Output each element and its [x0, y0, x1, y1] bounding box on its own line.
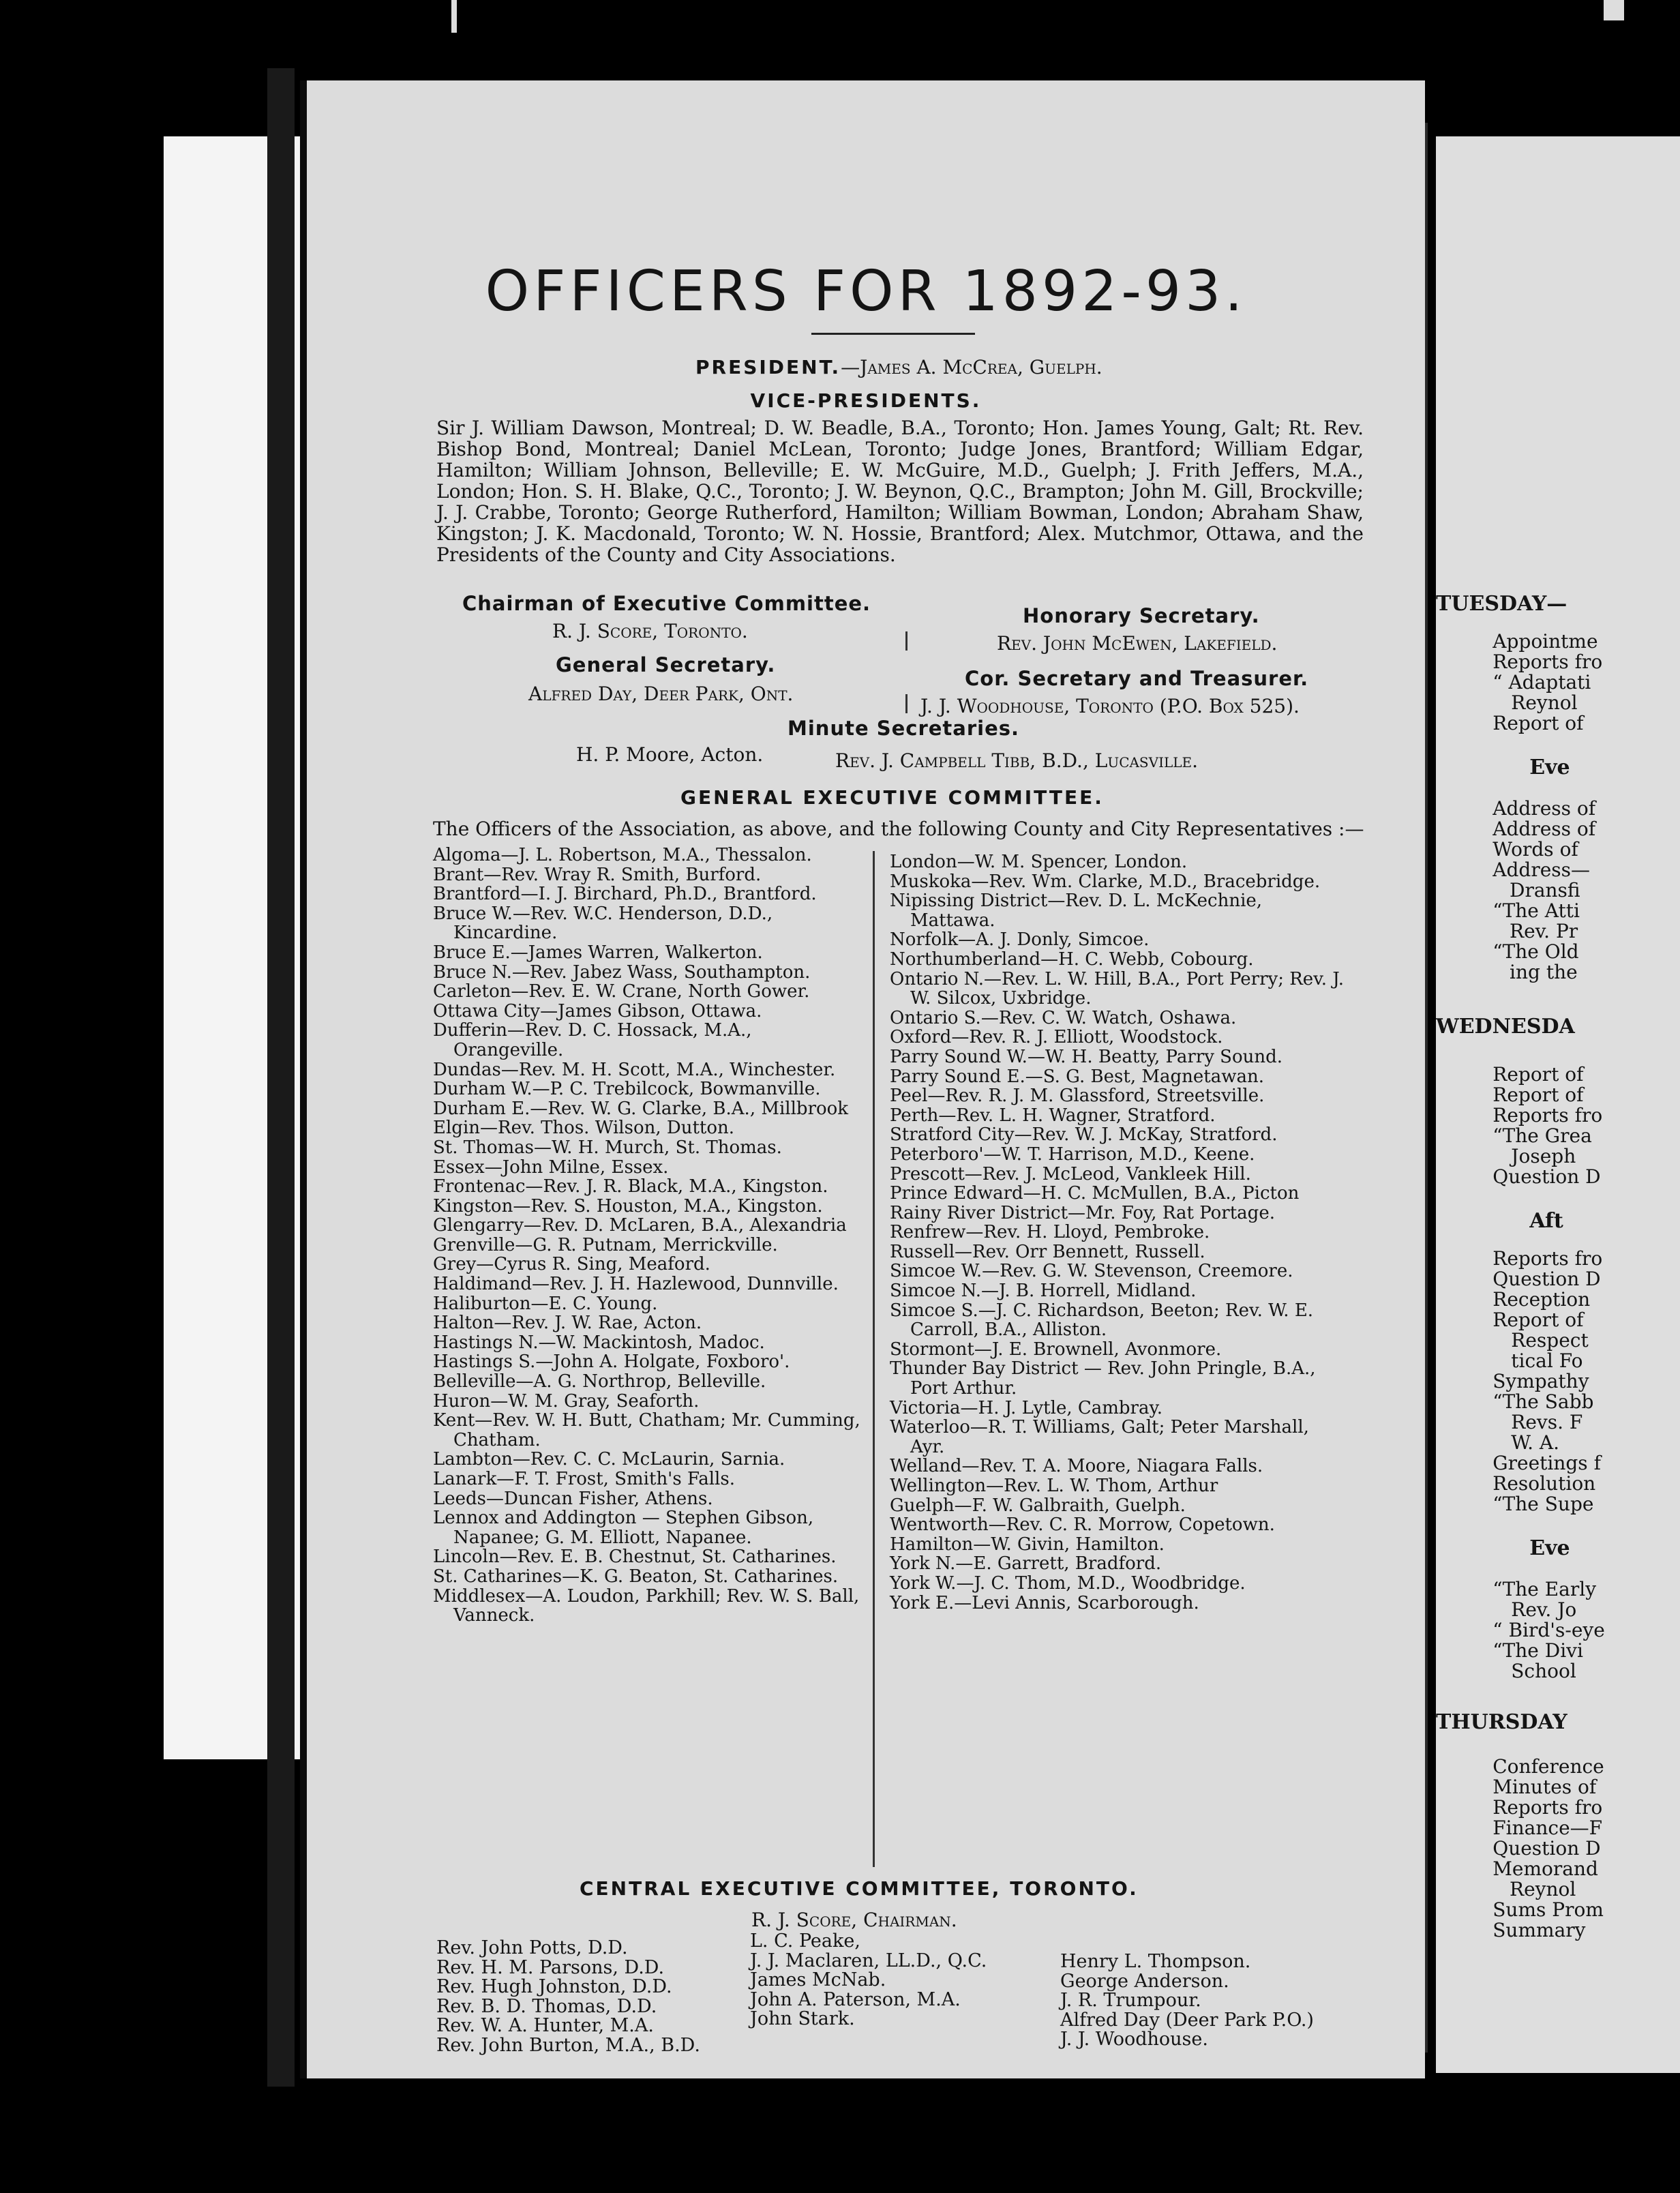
central-member: J. R. Trumpour.: [1060, 1990, 1201, 2012]
president-line: [695, 357, 1102, 378]
general-secretary-label: General Secretary.: [556, 653, 776, 676]
facing-page-line: Joseph: [1511, 1145, 1576, 1167]
committee-entry: Brant—Rev. Wray R. Smith, Burford.: [433, 864, 762, 885]
chairman-label: Chairman of Executive Committee.: [462, 592, 871, 615]
committee-entry: Stratford City—Rev. W. J. McKay, Stratford.: [890, 1124, 1278, 1146]
facing-page-line: Address—: [1492, 859, 1591, 881]
committee-entry: Belleville—A. G. Northrop, Belleville.: [433, 1371, 766, 1392]
committee-entry: Grenville—G. R. Putnam, Merrickville.: [433, 1234, 778, 1255]
facing-page-line: Dransfi: [1510, 879, 1580, 901]
facing-page-line: Reynol: [1511, 691, 1578, 714]
minute-secretaries-label: Minute Secretaries.: [787, 717, 1020, 740]
facing-page-line: Finance—F: [1492, 1817, 1603, 1839]
committee-entry: Renfrew—Rev. H. Lloyd, Pembroke.: [890, 1222, 1210, 1243]
committee-entry: Waterloo—R. T. Williams, Galt; Peter Marshall, Ayr.: [890, 1417, 1309, 1457]
facing-page-line: W. A.: [1511, 1431, 1560, 1454]
committee-entry: Prince Edward—H. C. McMullen, B.A., Picton: [890, 1183, 1300, 1204]
committee-entry: Halton—Rev. J. W. Rae, Acton.: [433, 1313, 702, 1334]
committee-entry: Bruce W.—Rev. W.C. Henderson, D.D., Kincardine.: [433, 903, 773, 944]
facing-page-line: Reports fro: [1492, 651, 1603, 673]
facing-page-line: Minutes of: [1492, 1776, 1597, 1798]
title-rule: [811, 333, 975, 335]
facing-page-line: Address of: [1492, 797, 1596, 820]
vice-presidents-heading: VICE-PRESIDENTS.: [750, 389, 982, 412]
facing-page-line: “ Adaptati: [1492, 671, 1591, 693]
facing-page-line: Question D: [1492, 1268, 1601, 1290]
committee-entry: York E.—Levi Annis, Scarborough.: [890, 1592, 1199, 1613]
facing-page-line: “ Bird's-eye: [1492, 1619, 1605, 1641]
central-member: J. J. Maclaren, LL.D., Q.C.: [750, 1950, 987, 1971]
facing-page-line: Respect: [1511, 1329, 1589, 1352]
committee-entry: Ontario N.—Rev. L. W. Hill, B.A., Port Perry; Rev. J. W. Silcox, Uxbridge.: [890, 968, 1344, 1009]
committee-entry: Northumberland—H. C. Webb, Cobourg.: [890, 949, 1254, 970]
committee-entry: Simcoe S.—J. C. Richardson, Beeton; Rev. W. E. Carroll, B.A., Alliston.: [890, 1300, 1314, 1341]
facing-page-line: Appointme: [1492, 630, 1598, 653]
facing-page-line: Question D: [1492, 1837, 1601, 1860]
committee-entry: Elgin—Rev. Thos. Wilson, Dutton.: [433, 1118, 735, 1139]
committee-entry: Peel—Rev. R. J. M. Glassford, Streetsville.: [890, 1086, 1265, 1107]
committee-entry: Oxford—Rev. R. J. Elliott, Woodstock.: [890, 1027, 1223, 1048]
committee-right-column: [890, 852, 1347, 1613]
minute-secretary-2: Rev. J. Campbell Tibb, B.D., Lucasville.: [835, 749, 1199, 772]
minute-secretary-1: H. P. Moore, Acton.: [576, 743, 764, 766]
committee-entry: Algoma—J. L. Robertson, M.A., Thessalon.: [433, 845, 812, 865]
facing-page-heading: THURSDAY: [1436, 1710, 1567, 1734]
committee-entry: Prescott—Rev. J. McLeod, Vankleek Hill.: [890, 1163, 1251, 1184]
committee-entry: Guelph—F. W. Galbraith, Guelph.: [890, 1495, 1186, 1516]
column-divider: [905, 631, 907, 651]
committee-entry: York W.—J. C. Thom, M.D., Woodbridge.: [890, 1572, 1246, 1594]
general-committee-intro: The Officers of the Association, as above, and the following County and City Representatives :—: [433, 818, 1364, 840]
committee-entry: Dundas—Rev. M. H. Scott, M.A., Winchester.: [433, 1059, 836, 1080]
committee-entry: Kent—Rev. W. H. Butt, Chatham; Mr. Cumming, Chatham.: [433, 1410, 860, 1450]
facing-page-line: “The Grea: [1492, 1124, 1592, 1147]
facing-page-line: Sympathy: [1492, 1370, 1589, 1392]
central-committee-heading: CENTRAL EXECUTIVE COMMITTEE, TORONTO.: [580, 1877, 1139, 1900]
committee-entry: Rainy River District—Mr. Foy, Rat Portage.: [890, 1202, 1275, 1223]
facing-page-heading: WEDNESDA: [1436, 1015, 1575, 1039]
facing-page-line: Report of: [1492, 1063, 1584, 1086]
central-member: Rev. W. A. Hunter, M.A.: [436, 2015, 654, 2037]
committee-entry: Hastings S.—John A. Holgate, Foxboro'.: [433, 1352, 790, 1373]
facing-page-line: “The Sabb: [1492, 1390, 1594, 1413]
committee-entry: Norfolk—A. J. Donly, Simcoe.: [890, 929, 1150, 951]
central-member: John A. Paterson, M.A.: [750, 1988, 961, 2010]
facing-page-heading: Eve: [1529, 1536, 1570, 1560]
central-member: Rev. John Potts, D.D.: [436, 1937, 628, 1958]
committee-entry: Leeds—Duncan Fisher, Athens.: [433, 1488, 713, 1509]
central-member: George Anderson.: [1060, 1970, 1229, 1992]
cor-secretary-name: J. J. Woodhouse, Toronto (P.O. Box 525).: [920, 695, 1300, 717]
committee-entry: Nipissing District—Rev. D. L. McKechnie, Mattawa.: [890, 891, 1263, 931]
facing-page-line: Memorand: [1492, 1858, 1598, 1880]
facing-page-line: Reception: [1492, 1288, 1591, 1311]
facing-page-line: Conference: [1492, 1755, 1604, 1778]
vice-presidents-text: Sir J. William Dawson, Montreal; D. W. Beadle, B.A., Toronto; Hon. James Young, Galt; Rt. Rev. Bishop Bond, Montreal; Daniel McLean, Toronto; Judge Jones, Brantford; William Edgar, Hamilton; William Johnson, Belleville; E. W. McGuire, M.D., Guelph; J. Frith Jeffers, M.A., London; Hon. S. H. Blake, Q.C., Toronto; J. W. Beynon, Q.C., Brampton; John M. Gill, Brockville; J. J. Crabbe, Toronto; George Rutherford, Hamilton; William Bowman, London; Abraham Shaw, Kingston; J. K. Macdonald, Toronto; W. N. Hossie, Brantford; Alex. Mutchmor, Ottawa, and the Presidents of the County and City Associations.: [436, 417, 1364, 566]
committee-entry: Kingston—Rev. S. Houston, M.A., Kingston.: [433, 1195, 823, 1217]
committee-entry: St. Catharines—K. G. Beaton, St. Catharines.: [433, 1566, 839, 1587]
committee-entry: Simcoe N.—J. B. Horrell, Midland.: [890, 1281, 1197, 1302]
committee-entry: Essex—John Milne, Essex.: [433, 1157, 669, 1178]
facing-page-line: Revs. F: [1511, 1411, 1583, 1433]
committee-entry: Victoria—H. J. Lytle, Cambray.: [890, 1397, 1162, 1418]
general-secretary-name: Alfred Day, Deer Park, Ont.: [528, 683, 794, 705]
committee-entry: Parry Sound W.—W. H. Beatty, Parry Sound.: [890, 1046, 1283, 1067]
committee-entry: Carleton—Rev. E. W. Crane, North Gower.: [433, 981, 810, 1002]
facing-page-line: “The Atti: [1492, 899, 1580, 922]
facing-page-line: School: [1511, 1660, 1576, 1682]
central-member: Henry L. Thompson.: [1060, 1951, 1251, 1972]
committee-left-column: [433, 846, 862, 1626]
committee-entry: Frontenac—Rev. J. R. Black, M.A., Kingston.: [433, 1176, 828, 1197]
central-committee-col-3: [1060, 1952, 1347, 2050]
facing-page-line: Reynol: [1510, 1878, 1576, 1900]
central-member: James McNab.: [750, 1969, 886, 1991]
committee-entry: Hamilton—W. Givin, Hamilton.: [890, 1534, 1165, 1555]
committee-entry: York N.—E. Garrett, Bradford.: [890, 1553, 1162, 1575]
committee-entry: London—W. M. Spencer, London.: [890, 852, 1188, 872]
central-member: L. C. Peake,: [750, 1930, 860, 1952]
committee-entry: Lincoln—Rev. E. B. Chestnut, St. Catharines.: [433, 1547, 837, 1568]
film-mark: [451, 0, 457, 33]
central-member: Rev. Hugh Johnston, D.D.: [436, 1976, 672, 1998]
central-committee-chairman: R. J. Score, Chairman.: [751, 1909, 957, 1931]
committee-entry: Lanark—F. T. Frost, Smith's Falls.: [433, 1469, 735, 1489]
committee-entry: Lennox and Addington — Stephen Gibson, Napanee; G. M. Elliott, Napanee.: [433, 1508, 814, 1548]
committee-entry: Bruce N.—Rev. Jabez Wass, Southampton.: [433, 961, 811, 983]
committee-entry: Hastings N.—W. Mackintosh, Madoc.: [433, 1332, 765, 1353]
central-committee-col-1: [436, 1939, 723, 2056]
committee-entry: Simcoe W.—Rev. G. W. Stevenson, Creemore.: [890, 1261, 1293, 1282]
central-member: J. J. Woodhouse.: [1060, 2029, 1208, 2050]
facing-page-line: Reports fro: [1492, 1104, 1603, 1127]
committee-entry: Lambton—Rev. C. C. McLaurin, Sarnia.: [433, 1449, 785, 1470]
central-member: Rev. John Burton, M.A., B.D.: [436, 2034, 700, 2056]
binding-shadow: [267, 68, 295, 2087]
committee-entry: Stormont—J. E. Brownell, Avonmore.: [890, 1339, 1222, 1360]
committee-entry: Russell—Rev. Orr Bennett, Russell.: [890, 1241, 1205, 1262]
facing-page-line: Words of: [1492, 838, 1578, 861]
central-member: John Stark.: [750, 2008, 855, 2030]
committee-entry: Welland—Rev. T. A. Moore, Niagara Falls.: [890, 1456, 1263, 1477]
facing-page-heading: Aft: [1529, 1209, 1563, 1233]
central-member: Rev. B. D. Thomas, D.D.: [436, 1995, 657, 2017]
facing-page-line: Greetings f: [1492, 1452, 1601, 1474]
chairman-name: R. J. Score, Toronto.: [552, 620, 748, 642]
facing-page-line: Summary: [1492, 1919, 1586, 1941]
facing-page-line: “The Old: [1492, 940, 1579, 963]
facing-page-line: Report of: [1492, 712, 1584, 734]
facing-page-heading: TUESDAY—: [1436, 592, 1567, 616]
committee-entry: Haldimand—Rev. J. H. Hazlewood, Dunnville.: [433, 1274, 839, 1295]
committee-entry: Peterboro'—W. T. Harrison, M.D., Keene.: [890, 1144, 1255, 1165]
facing-page-line: Reports fro: [1492, 1796, 1603, 1819]
facing-page-line: Resolution: [1492, 1472, 1596, 1495]
facing-page-line: Report of: [1492, 1084, 1584, 1106]
president-label: PRESIDENT.: [695, 356, 841, 378]
committee-entry: Middlesex—A. Loudon, Parkhill; Rev. W. S. Ball, Vanneck.: [433, 1585, 860, 1626]
committee-entry: Thunder Bay District — Rev. John Pringle, B.A., Port Arthur.: [890, 1358, 1316, 1399]
facing-page-line: ing the: [1510, 961, 1578, 983]
film-mark: [1604, 0, 1624, 20]
central-member: Alfred Day (Deer Park P.O.): [1060, 2009, 1314, 2031]
committee-entry: Wellington—Rev. L. W. Thom, Arthur: [890, 1476, 1218, 1496]
committee-entry: Huron—W. M. Gray, Seaforth.: [433, 1390, 700, 1412]
committee-entry: Dufferin—Rev. D. C. Hossack, M.A., Orangeville.: [433, 1020, 752, 1060]
central-committee-col-2: [750, 1932, 1023, 2029]
cor-secretary-label: Cor. Secretary and Treasurer.: [965, 667, 1309, 690]
honorary-name: Rev. John McEwen, Lakefield.: [997, 632, 1278, 655]
committee-entry: Perth—Rev. L. H. Wagner, Stratford.: [890, 1105, 1216, 1126]
committee-entry: Ottawa City—James Gibson, Ottawa.: [433, 1000, 762, 1021]
committee-entry: Grey—Cyrus R. Sing, Meaford.: [433, 1254, 710, 1275]
committee-entry: Durham W.—P. C. Trebilcock, Bowmanville.: [433, 1079, 821, 1100]
column-divider: [873, 851, 875, 1867]
committee-entry: Bruce E.—James Warren, Walkerton.: [433, 942, 763, 963]
committee-entry: Durham E.—Rev. W. G. Clarke, B.A., Millbrook: [433, 1098, 849, 1119]
facing-page-line: “The Supe: [1492, 1493, 1594, 1515]
facing-page-line: Reports fro: [1492, 1247, 1603, 1270]
committee-entry: Glengarry—Rev. D. McLaren, B.A., Alexandria: [433, 1215, 847, 1236]
facing-page-line: Sums Prom: [1492, 1898, 1604, 1921]
general-committee-heading: GENERAL EXECUTIVE COMMITTEE.: [680, 786, 1104, 809]
facing-page-line: Report of: [1492, 1309, 1584, 1331]
facing-page-line: “The Early: [1492, 1578, 1597, 1600]
facing-page-line: Address of: [1492, 818, 1596, 840]
committee-entry: Ontario S.—Rev. C. W. Watch, Oshawa.: [890, 1007, 1237, 1028]
central-member: Rev. H. M. Parsons, D.D.: [436, 1956, 665, 1978]
committee-entry: Wentworth—Rev. C. R. Morrow, Copetown.: [890, 1515, 1275, 1536]
facing-page-line: Rev. Jo: [1511, 1598, 1577, 1621]
president-name: —James A. McCrea, Guelph.: [841, 356, 1102, 378]
column-divider: [905, 694, 907, 713]
committee-entry: Muskoka—Rev. Wm. Clarke, M.D., Bracebridge.: [890, 871, 1321, 892]
committee-entry: Brantford—I. J. Birchard, Ph.D., Brantford.: [433, 884, 817, 905]
facing-page-line: tical Fo: [1511, 1349, 1583, 1372]
committee-entry: St. Thomas—W. H. Murch, St. Thomas.: [433, 1137, 782, 1158]
page-title: OFFICERS FOR 1892-93.: [485, 259, 1247, 324]
facing-page-heading: Eve: [1529, 756, 1570, 779]
committee-entry: Haliburton—E. C. Young.: [433, 1293, 658, 1314]
document-page: [300, 80, 1425, 2078]
facing-page-line: Rev. Pr: [1510, 920, 1578, 942]
honorary-label: Honorary Secretary.: [1023, 604, 1260, 627]
committee-entry: Parry Sound E.—S. G. Best, Magnetawan.: [890, 1066, 1264, 1087]
facing-page-line: Question D: [1492, 1165, 1601, 1188]
facing-page-line: “The Divi: [1492, 1639, 1583, 1662]
